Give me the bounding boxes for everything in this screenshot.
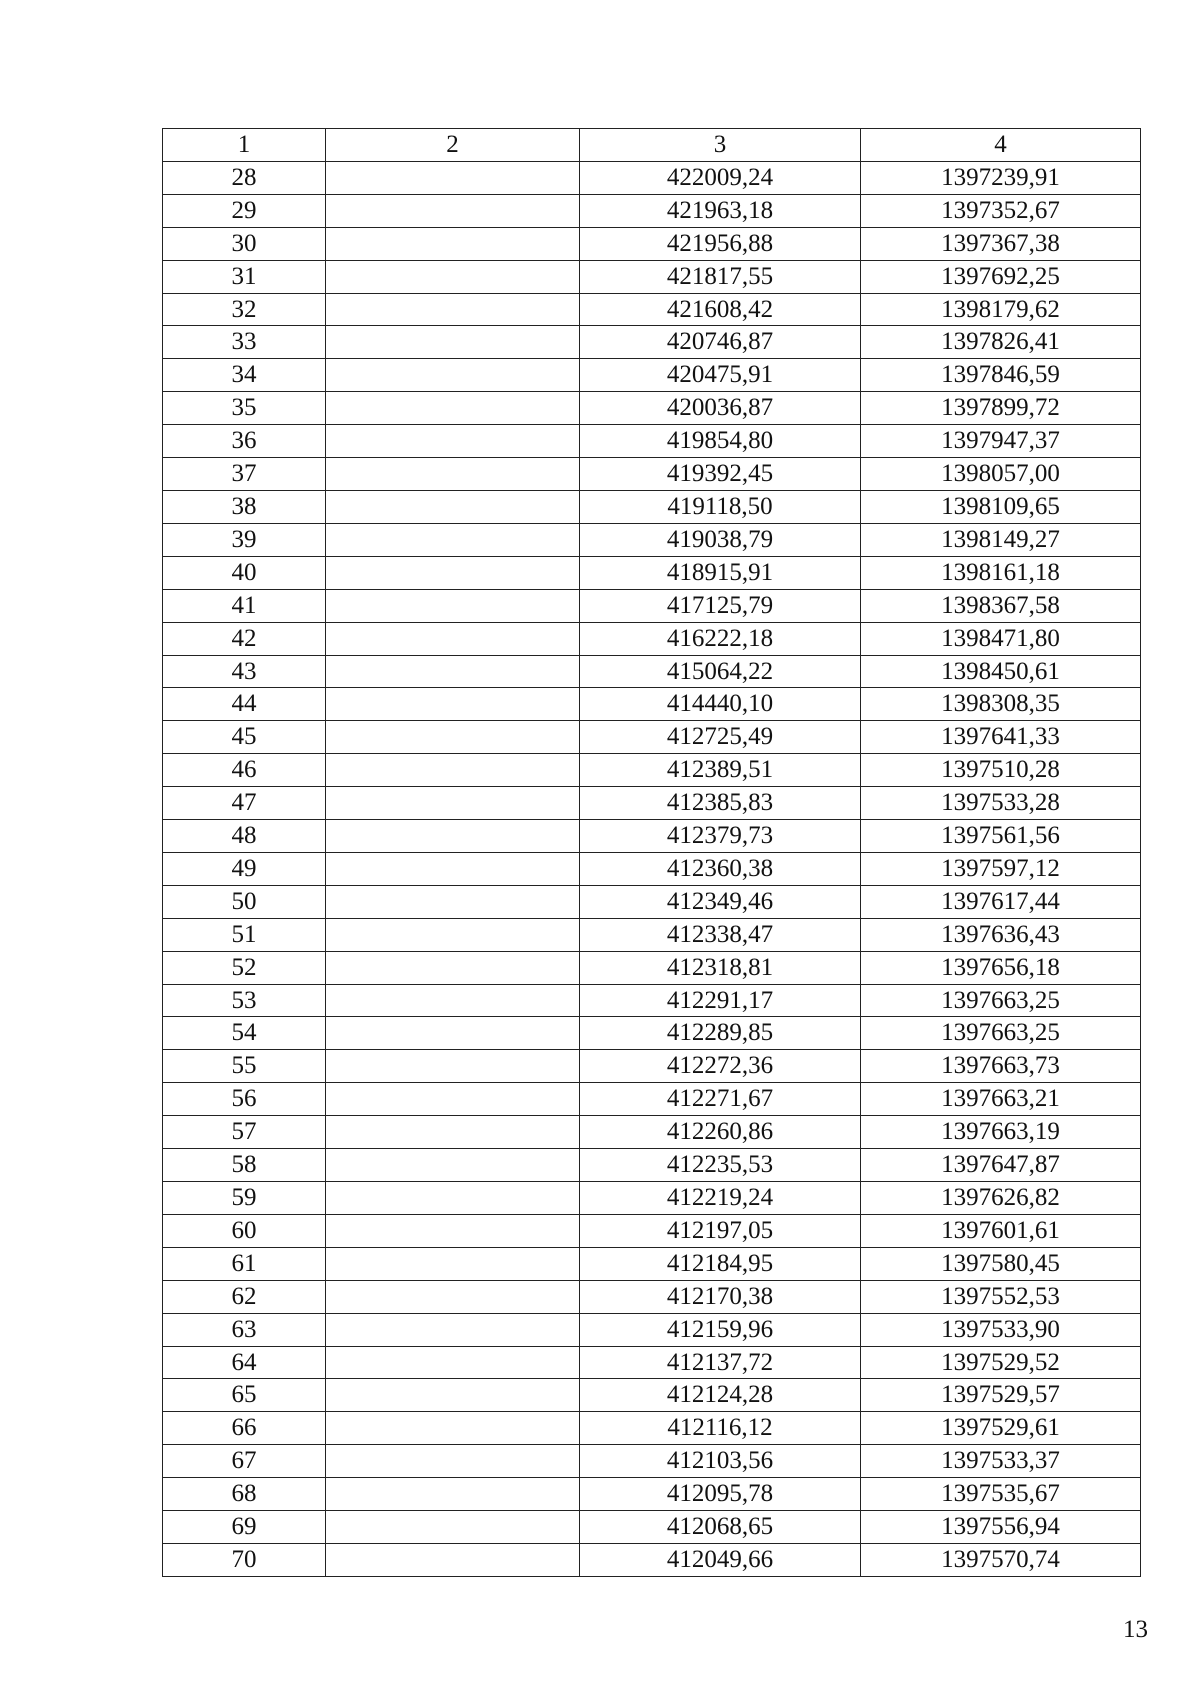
table-row <box>163 523 1141 556</box>
table-cell-col-1: 66 <box>163 1412 326 1445</box>
table-row <box>163 260 1141 293</box>
table-cell-col-4: 1398149,27 <box>861 523 1141 556</box>
table-cell-col-3: 422009,24 <box>580 161 861 194</box>
table-cell-col-2 <box>326 326 580 359</box>
table-cell-col-2 <box>326 293 580 326</box>
table-cell-col-2 <box>326 1182 580 1215</box>
table-cell-col-1: 43 <box>163 655 326 688</box>
table-row <box>163 359 1141 392</box>
table-row <box>163 161 1141 194</box>
table-row <box>163 589 1141 622</box>
table-cell-col-4: 1397529,61 <box>861 1412 1141 1445</box>
table-cell-col-3: 417125,79 <box>580 589 861 622</box>
table-cell-col-4: 1397636,43 <box>861 918 1141 951</box>
table-cell-col-3: 412289,85 <box>580 1017 861 1050</box>
table-cell-col-1: 44 <box>163 688 326 721</box>
table-row <box>163 1543 1141 1576</box>
table-row <box>163 688 1141 721</box>
table-cell-col-3: 412379,73 <box>580 820 861 853</box>
table-row <box>163 1478 1141 1511</box>
table-cell-col-1: 61 <box>163 1247 326 1280</box>
table-row <box>163 458 1141 491</box>
table-cell-col-2 <box>326 1346 580 1379</box>
page-number: 13 <box>1123 1616 1148 1643</box>
table-cell-col-4: 1398308,35 <box>861 688 1141 721</box>
table-row <box>163 984 1141 1017</box>
table-cell-col-3: 412349,46 <box>580 885 861 918</box>
table-cell-col-4: 1397692,25 <box>861 260 1141 293</box>
column-header-4: 4 <box>861 129 1141 162</box>
table-cell-col-4: 1397529,57 <box>861 1379 1141 1412</box>
table-row <box>163 885 1141 918</box>
table-cell-col-3: 412291,17 <box>580 984 861 1017</box>
table-cell-col-1: 40 <box>163 556 326 589</box>
table-row <box>163 721 1141 754</box>
table-row <box>163 1511 1141 1544</box>
table-cell-col-3: 412725,49 <box>580 721 861 754</box>
table-cell-col-2 <box>326 951 580 984</box>
table-cell-col-3: 421956,88 <box>580 227 861 260</box>
table-cell-col-2 <box>326 918 580 951</box>
table-cell-col-2 <box>326 984 580 1017</box>
column-header-3: 3 <box>580 129 861 162</box>
table-cell-col-3: 412170,38 <box>580 1280 861 1313</box>
table-row <box>163 655 1141 688</box>
table-cell-col-2 <box>326 1280 580 1313</box>
table-cell-col-1: 41 <box>163 589 326 622</box>
table-row <box>163 951 1141 984</box>
coordinates-table <box>162 128 1141 1577</box>
table-cell-col-3: 420036,87 <box>580 392 861 425</box>
table-cell-col-2 <box>326 425 580 458</box>
table-cell-col-2 <box>326 458 580 491</box>
table-cell-col-1: 42 <box>163 622 326 655</box>
table-cell-col-3: 419038,79 <box>580 523 861 556</box>
table-cell-col-4: 1397656,18 <box>861 951 1141 984</box>
table-cell-col-1: 30 <box>163 227 326 260</box>
table-row <box>163 1313 1141 1346</box>
table-row <box>163 622 1141 655</box>
table-cell-col-1: 54 <box>163 1017 326 1050</box>
table-cell-col-3: 418915,91 <box>580 556 861 589</box>
table-row <box>163 1280 1141 1313</box>
table-cell-col-3: 421608,42 <box>580 293 861 326</box>
table-cell-col-2 <box>326 227 580 260</box>
table-cell-col-4: 1397947,37 <box>861 425 1141 458</box>
table-row <box>163 852 1141 885</box>
table-cell-col-3: 419392,45 <box>580 458 861 491</box>
table-row <box>163 490 1141 523</box>
table-cell-col-1: 47 <box>163 787 326 820</box>
table-cell-col-2 <box>326 1083 580 1116</box>
table-cell-col-3: 412184,95 <box>580 1247 861 1280</box>
table-cell-col-2 <box>326 721 580 754</box>
table-cell-col-1: 67 <box>163 1445 326 1478</box>
table-cell-col-1: 51 <box>163 918 326 951</box>
table-row <box>163 1149 1141 1182</box>
table-cell-col-4: 1397533,90 <box>861 1313 1141 1346</box>
table-row <box>163 1182 1141 1215</box>
table-cell-col-2 <box>326 820 580 853</box>
table-cell-col-4: 1397556,94 <box>861 1511 1141 1544</box>
table-cell-col-4: 1398057,00 <box>861 458 1141 491</box>
table-cell-col-2 <box>326 1247 580 1280</box>
table-cell-col-2 <box>326 1543 580 1576</box>
table-cell-col-4: 1397597,12 <box>861 852 1141 885</box>
table-cell-col-4: 1398471,80 <box>861 622 1141 655</box>
table-cell-col-4: 1397626,82 <box>861 1182 1141 1215</box>
table-cell-col-1: 59 <box>163 1182 326 1215</box>
table-row <box>163 820 1141 853</box>
table-cell-col-1: 37 <box>163 458 326 491</box>
table-cell-col-2 <box>326 754 580 787</box>
table-cell-col-1: 31 <box>163 260 326 293</box>
table-cell-col-3: 419118,50 <box>580 490 861 523</box>
table-cell-col-3: 412235,53 <box>580 1149 861 1182</box>
table-cell-col-2 <box>326 1511 580 1544</box>
table-cell-col-1: 65 <box>163 1379 326 1412</box>
table-cell-col-3: 420475,91 <box>580 359 861 392</box>
table-cell-col-1: 56 <box>163 1083 326 1116</box>
table-row <box>163 1445 1141 1478</box>
table-cell-col-1: 36 <box>163 425 326 458</box>
table-row <box>163 293 1141 326</box>
table-cell-col-3: 421963,18 <box>580 194 861 227</box>
table-row <box>163 1346 1141 1379</box>
table-cell-col-2 <box>326 194 580 227</box>
table-cell-col-3: 412068,65 <box>580 1511 861 1544</box>
table-cell-col-1: 70 <box>163 1543 326 1576</box>
table-cell-col-4: 1397647,87 <box>861 1149 1141 1182</box>
table-cell-col-2 <box>326 1149 580 1182</box>
table-cell-col-1: 63 <box>163 1313 326 1346</box>
table-cell-col-4: 1397663,19 <box>861 1116 1141 1149</box>
table-cell-col-3: 412385,83 <box>580 787 861 820</box>
table-cell-col-1: 53 <box>163 984 326 1017</box>
table-cell-col-1: 49 <box>163 852 326 885</box>
table-cell-col-4: 1397552,53 <box>861 1280 1141 1313</box>
table-cell-col-4: 1397352,67 <box>861 194 1141 227</box>
table-cell-col-4: 1398161,18 <box>861 556 1141 589</box>
table-cell-col-4: 1397826,41 <box>861 326 1141 359</box>
table-row <box>163 227 1141 260</box>
column-header-2: 2 <box>326 129 580 162</box>
table-cell-col-1: 48 <box>163 820 326 853</box>
table-row <box>163 556 1141 589</box>
table-cell-col-2 <box>326 161 580 194</box>
table-cell-col-3: 412159,96 <box>580 1313 861 1346</box>
table-cell-col-2 <box>326 1116 580 1149</box>
table-row <box>163 1214 1141 1247</box>
table-cell-col-2 <box>326 556 580 589</box>
table-cell-col-2 <box>326 688 580 721</box>
table-cell-col-4: 1397663,25 <box>861 984 1141 1017</box>
table-cell-col-1: 39 <box>163 523 326 556</box>
table-cell-col-1: 46 <box>163 754 326 787</box>
table-cell-col-3: 412260,86 <box>580 1116 861 1149</box>
table-cell-col-2 <box>326 523 580 556</box>
table-cell-col-4: 1397561,56 <box>861 820 1141 853</box>
table-cell-col-4: 1398367,58 <box>861 589 1141 622</box>
table-row <box>163 787 1141 820</box>
table-cell-col-1: 38 <box>163 490 326 523</box>
table-cell-col-1: 64 <box>163 1346 326 1379</box>
table-cell-col-3: 412049,66 <box>580 1543 861 1576</box>
table-cell-col-2 <box>326 885 580 918</box>
table-cell-col-2 <box>326 1412 580 1445</box>
table-cell-col-1: 52 <box>163 951 326 984</box>
table-cell-col-3: 412360,38 <box>580 852 861 885</box>
table-row <box>163 1017 1141 1050</box>
table-cell-col-4: 1397533,37 <box>861 1445 1141 1478</box>
table-cell-col-1: 69 <box>163 1511 326 1544</box>
table-cell-col-2 <box>326 1445 580 1478</box>
table-cell-col-4: 1397570,74 <box>861 1543 1141 1576</box>
table-cell-col-2 <box>326 392 580 425</box>
table-cell-col-1: 60 <box>163 1214 326 1247</box>
table-cell-col-1: 33 <box>163 326 326 359</box>
table-header-row <box>163 129 1141 162</box>
table-row <box>163 194 1141 227</box>
table-cell-col-1: 50 <box>163 885 326 918</box>
table-row <box>163 392 1141 425</box>
table-cell-col-3: 412389,51 <box>580 754 861 787</box>
table-cell-col-1: 32 <box>163 293 326 326</box>
table-cell-col-1: 28 <box>163 161 326 194</box>
table-cell-col-3: 412219,24 <box>580 1182 861 1215</box>
table-cell-col-3: 412197,05 <box>580 1214 861 1247</box>
table-row <box>163 918 1141 951</box>
table-cell-col-3: 421817,55 <box>580 260 861 293</box>
table-cell-col-4: 1397533,28 <box>861 787 1141 820</box>
table-cell-col-2 <box>326 852 580 885</box>
table-cell-col-3: 412116,12 <box>580 1412 861 1445</box>
table-cell-col-2 <box>326 1214 580 1247</box>
table-cell-col-4: 1397529,52 <box>861 1346 1141 1379</box>
table-cell-col-3: 416222,18 <box>580 622 861 655</box>
table-body <box>163 161 1141 1576</box>
table-cell-col-1: 68 <box>163 1478 326 1511</box>
table-cell-col-1: 29 <box>163 194 326 227</box>
table-cell-col-4: 1397535,67 <box>861 1478 1141 1511</box>
table-cell-col-4: 1398450,61 <box>861 655 1141 688</box>
table-cell-col-2 <box>326 490 580 523</box>
table-cell-col-4: 1397580,45 <box>861 1247 1141 1280</box>
table-cell-col-1: 35 <box>163 392 326 425</box>
table-cell-col-3: 414440,10 <box>580 688 861 721</box>
table-cell-col-4: 1397617,44 <box>861 885 1141 918</box>
column-header-1: 1 <box>163 129 326 162</box>
table-cell-col-1: 57 <box>163 1116 326 1149</box>
table-cell-col-2 <box>326 359 580 392</box>
table-cell-col-2 <box>326 1050 580 1083</box>
table-cell-col-4: 1397663,25 <box>861 1017 1141 1050</box>
table-cell-col-1: 45 <box>163 721 326 754</box>
table-cell-col-3: 412137,72 <box>580 1346 861 1379</box>
table-cell-col-4: 1397510,28 <box>861 754 1141 787</box>
table-cell-col-4: 1397641,33 <box>861 721 1141 754</box>
table-cell-col-2 <box>326 655 580 688</box>
table-cell-col-1: 55 <box>163 1050 326 1083</box>
table-cell-col-3: 412124,28 <box>580 1379 861 1412</box>
table-cell-col-3: 412338,47 <box>580 918 861 951</box>
table-row <box>163 1412 1141 1445</box>
table-cell-col-3: 412271,67 <box>580 1083 861 1116</box>
table-row <box>163 754 1141 787</box>
table-cell-col-3: 419854,80 <box>580 425 861 458</box>
table-row <box>163 1116 1141 1149</box>
table-cell-col-1: 34 <box>163 359 326 392</box>
table-cell-col-2 <box>326 1017 580 1050</box>
table-cell-col-3: 415064,22 <box>580 655 861 688</box>
table-cell-col-3: 420746,87 <box>580 326 861 359</box>
table-cell-col-4: 1397663,21 <box>861 1083 1141 1116</box>
table-cell-col-4: 1397601,61 <box>861 1214 1141 1247</box>
table-cell-col-4: 1398109,65 <box>861 490 1141 523</box>
table-row <box>163 425 1141 458</box>
table-row <box>163 1083 1141 1116</box>
table-cell-col-3: 412103,56 <box>580 1445 861 1478</box>
table-row <box>163 1379 1141 1412</box>
table-cell-col-4: 1398179,62 <box>861 293 1141 326</box>
table-cell-col-2 <box>326 589 580 622</box>
table-cell-col-1: 62 <box>163 1280 326 1313</box>
table-cell-col-2 <box>326 787 580 820</box>
table-cell-col-4: 1397367,38 <box>861 227 1141 260</box>
table-cell-col-3: 412318,81 <box>580 951 861 984</box>
table-cell-col-2 <box>326 260 580 293</box>
table-row <box>163 326 1141 359</box>
table-cell-col-4: 1397899,72 <box>861 392 1141 425</box>
table-cell-col-4: 1397239,91 <box>861 161 1141 194</box>
table-cell-col-2 <box>326 1313 580 1346</box>
table-row <box>163 1050 1141 1083</box>
table-cell-col-3: 412095,78 <box>580 1478 861 1511</box>
table-cell-col-3: 412272,36 <box>580 1050 861 1083</box>
table-cell-col-2 <box>326 1379 580 1412</box>
table-cell-col-4: 1397846,59 <box>861 359 1141 392</box>
table-cell-col-4: 1397663,73 <box>861 1050 1141 1083</box>
table-cell-col-2 <box>326 1478 580 1511</box>
table-cell-col-1: 58 <box>163 1149 326 1182</box>
table-row <box>163 1247 1141 1280</box>
table-cell-col-2 <box>326 622 580 655</box>
